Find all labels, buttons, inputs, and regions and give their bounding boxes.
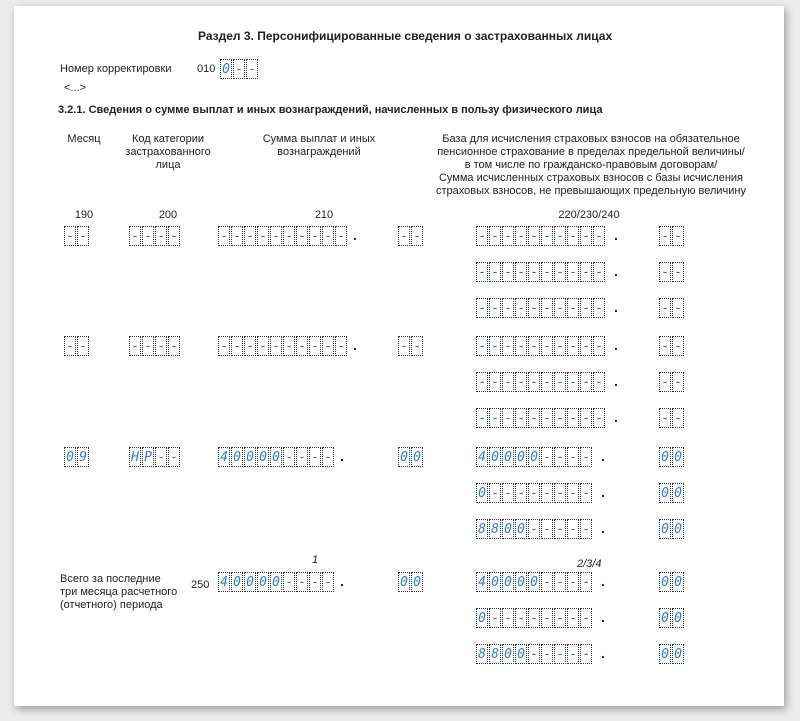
base-decimal-field[interactable] (659, 226, 685, 246)
comb-cell: - (659, 298, 671, 318)
decimal-separator: . (614, 409, 618, 425)
comb-cell: - (489, 262, 501, 282)
comb-cell: - (554, 408, 566, 428)
comb-cell: - (476, 298, 488, 318)
comb-cell: - (554, 608, 566, 628)
comb-cell: - (554, 572, 566, 592)
comb-cell: - (567, 298, 579, 318)
comb-cell: - (528, 408, 540, 428)
comb-cell: 0 (270, 447, 282, 467)
decimal-separator: . (601, 484, 605, 500)
comb-cell: 0 (244, 447, 256, 467)
comb-cell: - (231, 226, 243, 246)
comb-cell: - (283, 336, 295, 356)
comb-cell: - (593, 336, 605, 356)
comb-cell: - (567, 483, 579, 503)
month-field[interactable] (64, 336, 90, 356)
base-integer-field[interactable] (476, 483, 593, 503)
comb-cell: 0 (672, 447, 684, 467)
comb-cell: - (489, 226, 501, 246)
comb-cell: - (554, 644, 566, 664)
comb-cell: - (64, 336, 76, 356)
comb-cell: - (322, 336, 334, 356)
decimal-separator: . (601, 645, 605, 661)
base-integer-field[interactable] (476, 519, 593, 539)
comb-cell: - (528, 262, 540, 282)
sum-integer-field[interactable] (218, 336, 348, 356)
comb-cell: 8 (489, 519, 501, 539)
comb-cell: - (270, 336, 282, 356)
comb-cell: - (593, 262, 605, 282)
comb-cell: - (580, 408, 592, 428)
base-integer-field[interactable] (476, 226, 606, 246)
comb-cell: 0 (515, 572, 527, 592)
comb-cell: - (168, 226, 180, 246)
comb-cell: - (309, 572, 321, 592)
comb-cell: - (541, 608, 553, 628)
comb-cell: - (515, 336, 527, 356)
comb-cell: - (283, 572, 295, 592)
base-decimal-field[interactable] (659, 447, 685, 467)
comb-cell: 0 (502, 447, 514, 467)
totals-base-decimal-field[interactable] (659, 608, 685, 628)
comb-cell: - (218, 336, 230, 356)
base-integer-field[interactable] (476, 262, 606, 282)
comb-cell: - (580, 262, 592, 282)
comb-cell: 8 (476, 519, 488, 539)
comb-cell: - (672, 262, 684, 282)
comb-cell: - (567, 226, 579, 246)
comb-cell: - (398, 226, 410, 246)
comb-cell: - (335, 336, 347, 356)
comb-cell: - (129, 336, 141, 356)
decimal-separator: . (353, 337, 357, 353)
comb-cell: 0 (270, 572, 282, 592)
decimal-separator: . (601, 448, 605, 464)
comb-cell: - (142, 336, 154, 356)
comb-cell: - (580, 483, 592, 503)
comb-cell: 0 (672, 644, 684, 664)
comb-cell: - (309, 226, 321, 246)
category-code-field[interactable] (129, 336, 181, 356)
comb-cell: - (541, 262, 553, 282)
comb-cell: 4 (476, 447, 488, 467)
comb-cell: 0 (528, 572, 540, 592)
comb-cell: 0 (672, 608, 684, 628)
base-integer-field[interactable] (476, 336, 606, 356)
decimal-separator: . (340, 448, 344, 464)
comb-cell: - (142, 226, 154, 246)
comb-cell: - (244, 336, 256, 356)
comb-cell: - (593, 372, 605, 392)
base-decimal-field[interactable] (659, 408, 685, 428)
comb-cell: 0 (231, 447, 243, 467)
decimal-separator: . (614, 227, 618, 243)
comb-cell: - (296, 226, 308, 246)
comb-cell: - (489, 408, 501, 428)
totals-label: Всего за последние три месяца расчетного (отчетного) периода (60, 573, 178, 611)
comb-cell: 4 (218, 447, 230, 467)
code-190: 190 (74, 209, 94, 221)
comb-cell: - (580, 226, 592, 246)
totals-code-250: 250 (191, 579, 210, 591)
comb-cell: - (246, 59, 258, 79)
comb-cell: - (476, 408, 488, 428)
comb-cell: - (541, 372, 553, 392)
comb-cell: 0 (659, 644, 671, 664)
col-category-header: Код категории застрахованного лица (125, 133, 211, 171)
comb-cell: - (580, 336, 592, 356)
comb-cell: - (672, 298, 684, 318)
comb-cell: - (476, 226, 488, 246)
comb-cell: - (554, 372, 566, 392)
comb-cell: - (672, 372, 684, 392)
comb-cell: - (502, 262, 514, 282)
totals-base-integer-field[interactable] (476, 608, 593, 628)
comb-cell: - (567, 262, 579, 282)
totals-col1-mark: 1 (312, 554, 319, 566)
comb-cell: - (270, 226, 282, 246)
comb-cell: - (64, 226, 76, 246)
comb-cell: - (659, 226, 671, 246)
comb-cell: - (541, 519, 553, 539)
comb-cell: 0 (659, 608, 671, 628)
comb-cell: - (541, 447, 553, 467)
comb-cell: 0 (528, 447, 540, 467)
comb-cell: - (489, 483, 501, 503)
comb-cell: 0 (398, 572, 410, 592)
comb-cell: - (528, 372, 540, 392)
totals-base-integer-field[interactable] (476, 644, 593, 664)
ellipsis: <...> (64, 82, 87, 94)
comb-cell: - (593, 226, 605, 246)
comb-cell: - (218, 226, 230, 246)
comb-cell: Р (142, 447, 154, 467)
category-code-field[interactable] (129, 226, 181, 246)
comb-cell: - (233, 59, 245, 79)
comb-cell: - (309, 336, 321, 356)
comb-cell: - (502, 336, 514, 356)
subsection-title: 3.2.1. Сведения о сумме выплат и иных вознаграждений, начисленных в пользу физического лица (58, 104, 603, 116)
col-sum-header: Сумма выплат и иных вознаграждений (262, 133, 376, 158)
comb-cell: - (672, 408, 684, 428)
correction-code: 010 (197, 63, 216, 75)
comb-cell: - (476, 336, 488, 356)
decimal-separator: . (601, 520, 605, 536)
comb-cell: - (528, 336, 540, 356)
base-integer-field[interactable] (476, 408, 606, 428)
comb-cell: - (554, 226, 566, 246)
comb-cell: 0 (502, 644, 514, 664)
comb-cell: 0 (672, 572, 684, 592)
comb-cell: - (515, 608, 527, 628)
comb-cell: - (168, 447, 180, 467)
comb-cell: 0 (659, 447, 671, 467)
comb-cell: 0 (476, 483, 488, 503)
comb-cell: - (541, 572, 553, 592)
comb-cell: - (554, 519, 566, 539)
col-month-header: Месяц (67, 133, 101, 145)
comb-cell: - (155, 226, 167, 246)
code-210: 210 (314, 209, 334, 221)
comb-cell: - (515, 483, 527, 503)
comb-cell: - (659, 336, 671, 356)
comb-cell: - (296, 336, 308, 356)
month-field[interactable] (64, 447, 90, 467)
decimal-separator: . (614, 263, 618, 279)
comb-cell: - (554, 336, 566, 356)
comb-cell: 0 (398, 447, 410, 467)
comb-cell: - (411, 226, 423, 246)
comb-cell: - (515, 408, 527, 428)
comb-cell: - (257, 226, 269, 246)
comb-cell: - (528, 644, 540, 664)
comb-cell: - (129, 226, 141, 246)
comb-cell: - (489, 298, 501, 318)
comb-cell: Н (129, 447, 141, 467)
comb-cell: - (476, 372, 488, 392)
comb-cell: - (554, 262, 566, 282)
comb-cell: - (283, 447, 295, 467)
comb-cell: 4 (476, 572, 488, 592)
comb-cell: - (502, 483, 514, 503)
comb-cell: 0 (515, 519, 527, 539)
decimal-separator: . (614, 299, 618, 315)
base-decimal-field[interactable] (659, 336, 685, 356)
decimal-separator: . (340, 573, 344, 589)
totals-sum-integer-field[interactable] (218, 572, 335, 592)
comb-cell: 0 (659, 519, 671, 539)
comb-cell: 0 (257, 447, 269, 467)
comb-cell: 9 (77, 447, 89, 467)
comb-cell: - (309, 447, 321, 467)
base-decimal-field[interactable] (659, 262, 685, 282)
comb-cell: - (580, 372, 592, 392)
comb-cell: - (554, 447, 566, 467)
comb-cell: - (541, 298, 553, 318)
comb-cell: - (580, 519, 592, 539)
comb-cell: - (528, 226, 540, 246)
comb-cell: 0 (489, 447, 501, 467)
decimal-separator: . (614, 373, 618, 389)
comb-cell: - (672, 336, 684, 356)
sum-decimal-field[interactable] (398, 226, 424, 246)
comb-cell: 0 (659, 572, 671, 592)
comb-cell: - (398, 336, 410, 356)
sum-integer-field[interactable] (218, 226, 348, 246)
comb-cell: - (554, 298, 566, 318)
comb-cell: - (322, 572, 334, 592)
comb-cell: - (593, 408, 605, 428)
comb-cell: 0 (220, 59, 232, 79)
month-field[interactable] (64, 226, 90, 246)
sum-integer-field[interactable] (218, 447, 335, 467)
comb-cell: 0 (64, 447, 76, 467)
totals-sum-decimal-field[interactable] (398, 572, 424, 592)
comb-cell: - (515, 298, 527, 318)
comb-cell: 0 (257, 572, 269, 592)
comb-cell: - (335, 226, 347, 246)
comb-cell: - (502, 372, 514, 392)
code-220-230-240: 220/230/240 (558, 209, 620, 221)
comb-cell: 0 (515, 644, 527, 664)
comb-cell: - (541, 644, 553, 664)
comb-cell: - (593, 298, 605, 318)
comb-cell: - (659, 408, 671, 428)
base-integer-field[interactable] (476, 447, 593, 467)
comb-cell: - (659, 372, 671, 392)
comb-cell: 0 (502, 519, 514, 539)
comb-cell: - (528, 298, 540, 318)
comb-cell: - (567, 644, 579, 664)
comb-cell: - (541, 483, 553, 503)
comb-cell: - (528, 483, 540, 503)
comb-cell: 0 (659, 483, 671, 503)
comb-cell: - (231, 336, 243, 356)
comb-cell: - (567, 372, 579, 392)
decimal-separator: . (353, 227, 357, 243)
comb-cell: 0 (231, 572, 243, 592)
comb-cell: - (296, 447, 308, 467)
comb-cell: - (567, 447, 579, 467)
comb-cell: - (528, 608, 540, 628)
comb-cell: - (476, 262, 488, 282)
comb-cell: - (489, 608, 501, 628)
comb-cell: - (554, 483, 566, 503)
comb-cell: - (659, 262, 671, 282)
comb-cell: 0 (672, 483, 684, 503)
comb-cell: 0 (672, 519, 684, 539)
comb-cell: 8 (476, 644, 488, 664)
comb-cell: - (515, 262, 527, 282)
base-integer-field[interactable] (476, 372, 606, 392)
comb-cell: 0 (476, 608, 488, 628)
section-title: Раздел 3. Персонифицированные сведения о застрахованных лицах (198, 29, 613, 43)
totals-col2-mark: 2/3/4 (577, 558, 602, 570)
comb-cell: - (580, 644, 592, 664)
comb-cell: - (567, 572, 579, 592)
comb-cell: 0 (411, 572, 423, 592)
comb-cell: - (580, 298, 592, 318)
comb-cell: - (296, 572, 308, 592)
totals-base-decimal-field[interactable] (659, 644, 685, 664)
base-decimal-field[interactable] (659, 519, 685, 539)
comb-cell: - (580, 572, 592, 592)
comb-cell: - (257, 336, 269, 356)
totals-base-integer-field[interactable] (476, 572, 593, 592)
comb-cell: 0 (244, 572, 256, 592)
comb-cell: 0 (502, 572, 514, 592)
form-sheet (14, 6, 784, 706)
correction-field[interactable] (220, 59, 259, 79)
decimal-separator: . (614, 337, 618, 353)
comb-cell: - (322, 447, 334, 467)
comb-cell: - (244, 226, 256, 246)
comb-cell: 0 (515, 447, 527, 467)
col-base-header: База для исчисления страховых взносов на обязательное пенсионное страхование в пределах предельной величины/ в том числе по гражданско-правовым договорам/ Сумма исчисленных страховых взносов с базы исчисления страховых взносов, не превышающих предельную величину (436, 133, 746, 197)
comb-cell: 0 (489, 572, 501, 592)
base-decimal-field[interactable] (659, 483, 685, 503)
comb-cell: - (528, 519, 540, 539)
comb-cell: 8 (489, 644, 501, 664)
comb-cell: - (515, 372, 527, 392)
code-200: 200 (158, 209, 178, 221)
category-code-field[interactable] (129, 447, 181, 467)
comb-cell: - (489, 372, 501, 392)
base-integer-field[interactable] (476, 298, 606, 318)
comb-cell: - (567, 336, 579, 356)
comb-cell: - (567, 608, 579, 628)
comb-cell: - (580, 447, 592, 467)
comb-cell: - (168, 336, 180, 356)
comb-cell: - (322, 226, 334, 246)
comb-cell: - (515, 226, 527, 246)
comb-cell: - (77, 226, 89, 246)
comb-cell: - (155, 447, 167, 467)
base-decimal-field[interactable] (659, 372, 685, 392)
comb-cell: - (155, 336, 167, 356)
decimal-separator: . (601, 609, 605, 625)
comb-cell: 4 (218, 572, 230, 592)
comb-cell: - (502, 608, 514, 628)
totals-base-decimal-field[interactable] (659, 572, 685, 592)
base-decimal-field[interactable] (659, 298, 685, 318)
sum-decimal-field[interactable] (398, 336, 424, 356)
comb-cell: - (502, 298, 514, 318)
comb-cell: - (502, 408, 514, 428)
comb-cell: 0 (411, 447, 423, 467)
sum-decimal-field[interactable] (398, 447, 424, 467)
comb-cell: - (283, 226, 295, 246)
comb-cell: - (489, 336, 501, 356)
comb-cell: - (77, 336, 89, 356)
comb-cell: - (567, 519, 579, 539)
comb-cell: - (502, 226, 514, 246)
comb-cell: - (541, 408, 553, 428)
comb-cell: - (411, 336, 423, 356)
comb-cell: - (541, 336, 553, 356)
comb-cell: - (541, 226, 553, 246)
decimal-separator: . (601, 573, 605, 589)
comb-cell: - (567, 408, 579, 428)
correction-label: Номер корректировки (60, 63, 172, 75)
comb-cell: - (580, 608, 592, 628)
comb-cell: - (672, 226, 684, 246)
